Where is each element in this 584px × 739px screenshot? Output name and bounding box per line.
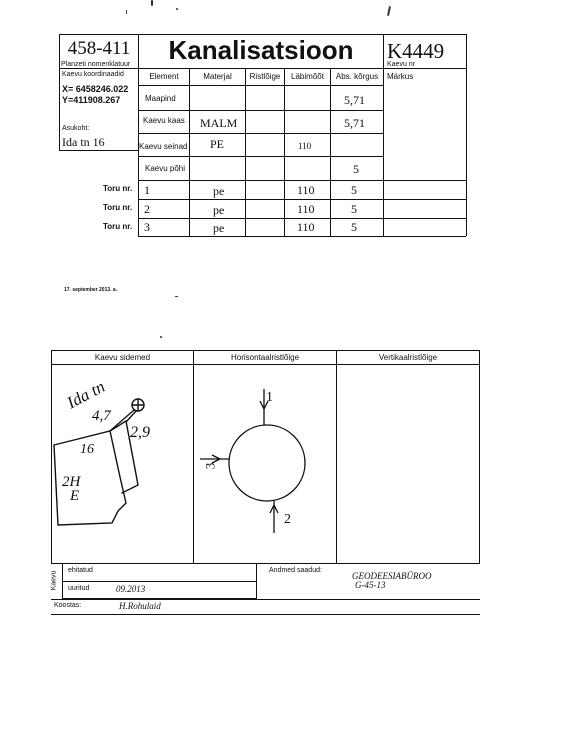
hand-house-number: 16 bbox=[80, 442, 94, 457]
pipe-2-diameter: 110 bbox=[297, 202, 315, 216]
hand-pipe-2: 2 bbox=[284, 512, 291, 527]
row-walls-material: PE bbox=[210, 137, 225, 151]
scan-speck bbox=[160, 336, 162, 338]
pipe-2-abs: 5 bbox=[351, 202, 357, 216]
data-source-label: Andmed saadud: bbox=[269, 567, 322, 574]
hand-house-letter: E bbox=[70, 488, 80, 504]
pipe-3-number: 3 bbox=[144, 220, 150, 234]
scan-speck bbox=[176, 8, 178, 10]
row-lid-material: MALM bbox=[200, 116, 238, 130]
row-walls-diameter: 110 bbox=[298, 141, 312, 151]
hand-house-number-2: 2H bbox=[62, 474, 81, 490]
nomenclature-number: 458-411 bbox=[67, 38, 131, 59]
well-id-caption: Kaevu nr bbox=[387, 61, 416, 68]
pipe-3-diameter: 110 bbox=[297, 220, 315, 234]
location-caption: Asukoht: bbox=[62, 125, 90, 132]
date-note: 17. september 2013. a. bbox=[64, 287, 118, 293]
hand-distance-1: 4,7 bbox=[92, 408, 111, 424]
data-source-code: G-45-13 bbox=[355, 580, 386, 590]
row-ground-label: Maapind bbox=[145, 94, 176, 103]
row-walls-label: Kaevu seinad bbox=[139, 142, 188, 151]
col-header-material: Materjal bbox=[203, 72, 232, 81]
hand-street-label: Ida tn bbox=[63, 376, 109, 413]
pipe-3-abs: 5 bbox=[351, 220, 357, 234]
coordinates-caption: Kaevu koordinaadid bbox=[62, 71, 124, 78]
hand-pipe-1: 1 bbox=[266, 390, 273, 405]
scan-speck bbox=[151, 0, 153, 6]
col-header-abs-height: Abs. kõrgus bbox=[335, 72, 379, 81]
surveyed-value: 09.2013 bbox=[116, 584, 146, 594]
well-circle bbox=[229, 425, 305, 501]
surveyed-label: uuritud bbox=[68, 585, 90, 592]
col-header-diameter: Läbimõõt bbox=[291, 72, 324, 81]
col-header-remarks: Märkus bbox=[387, 72, 414, 81]
scan-speck bbox=[175, 296, 178, 297]
document-title: Kanalisatsioon bbox=[168, 35, 354, 65]
data-source-org: GEODEESIABÜROO bbox=[352, 571, 432, 581]
footer-side-label: Kaevu bbox=[50, 570, 58, 591]
row-lid-label: Kaevu kaas bbox=[143, 116, 185, 125]
well-id: K4449 bbox=[387, 39, 445, 63]
sketch-col-vertical: Vertikaalristlõige bbox=[378, 353, 438, 362]
compiled-label: Koostas: bbox=[54, 602, 82, 609]
row-bottom-abs: 5 bbox=[353, 162, 359, 176]
pipe-1-number: 1 bbox=[144, 183, 150, 197]
scan-speck bbox=[126, 10, 127, 14]
pipe-1-label: Toru nr. bbox=[103, 184, 133, 193]
x-coordinate: X= 6458246.022 bbox=[62, 84, 129, 94]
pipe-2-label: Toru nr. bbox=[103, 203, 133, 212]
col-header-cross-section: Ristlõige bbox=[249, 72, 281, 81]
sketch-col-ties: Kaevu sidemed bbox=[94, 353, 151, 362]
pipe-3-material: pe bbox=[213, 221, 225, 235]
row-ground-abs: 5,71 bbox=[344, 93, 365, 107]
col-header-element: Element bbox=[149, 72, 179, 81]
pipe-1-diameter: 110 bbox=[297, 183, 315, 197]
hand-distance-2: 2,9 bbox=[130, 424, 150, 441]
hand-pipe-3: 3 bbox=[202, 462, 218, 470]
compiled-value: H.Rohulaid bbox=[119, 601, 161, 611]
pipe-1-material: pe bbox=[213, 184, 225, 198]
pipe-2-material: pe bbox=[213, 203, 225, 217]
built-label: ehitatud bbox=[68, 567, 93, 574]
y-coordinate: Y=411908.267 bbox=[62, 95, 121, 105]
scan-speck bbox=[387, 6, 391, 16]
sketch-col-horizontal: Horisontaalristlõige bbox=[230, 353, 300, 362]
pipe-2-number: 2 bbox=[144, 202, 150, 216]
location-value: Ida tn 16 bbox=[62, 135, 105, 149]
row-bottom-label: Kaevu põhi bbox=[145, 164, 186, 173]
pipe-1-abs: 5 bbox=[351, 183, 357, 197]
nomenclature-caption: Planzeti nomenklatuur bbox=[61, 61, 131, 68]
pipe-3-label: Toru nr. bbox=[103, 222, 133, 231]
row-lid-abs: 5,71 bbox=[344, 116, 365, 130]
